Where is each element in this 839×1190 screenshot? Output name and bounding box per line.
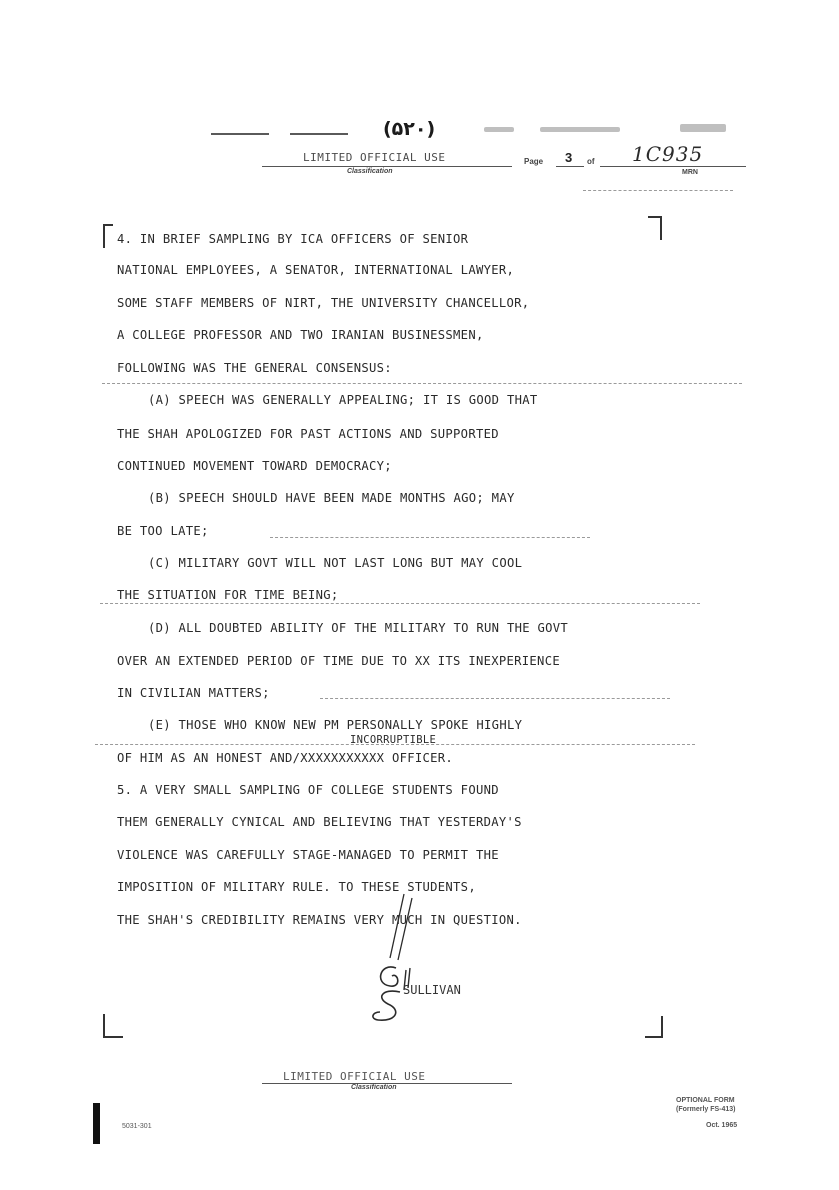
paragraph-4-line-5: FOLLOWING WAS THE GENERAL CONSENSUS: (117, 361, 392, 375)
corner-bracket-top-left (103, 224, 113, 248)
optional-form-line-3: Oct. 1965 (706, 1122, 738, 1129)
mrn-handwritten: 1C935 (632, 142, 704, 166)
paragraph-4-line-4: A COLLEGE PROFESSOR AND TWO IRANIAN BUSINESSMEN, (117, 328, 484, 342)
item-d-line-2: OVER AN EXTENDED PERIOD OF TIME DUE TO XX ITS INEXPERIENCE (117, 654, 560, 668)
document-number: (۵۲۰) (383, 118, 436, 140)
corner-bracket-bottom-left (103, 1014, 123, 1038)
paragraph-4-line-1: 4. IN BRIEF SAMPLING BY ICA OFFICERS OF SENIOR (117, 232, 469, 246)
paragraph-5-line-1: 5. A VERY SMALL SAMPLING OF COLLEGE STUDENTS FOUND (117, 783, 499, 797)
paragraph-5-line-5: THE SHAH'S CREDIBILITY REMAINS VERY MUCH IN QUESTION. (117, 913, 522, 927)
page-number: 3 (565, 150, 573, 165)
item-e-line-1: (E) THOSE WHO KNOW NEW PM PERSONALLY SPOKE HIGHLY (148, 718, 523, 732)
header-dotted-line (583, 190, 733, 191)
page-label: Page (524, 157, 544, 166)
paragraph-5-line-2: THEM GENERALLY CYNICAL AND BELIEVING THAT YESTERDAY'S (117, 815, 522, 829)
header-classification: LIMITED OFFICIAL USE (303, 151, 446, 164)
item-b-line-1: (B) SPEECH SHOULD HAVE BEEN MADE MONTHS AGO; MAY (148, 491, 515, 505)
header-smudge (484, 127, 514, 132)
signature-scribble (360, 888, 430, 1028)
scan-artifact-line (102, 383, 742, 384)
corner-bracket-bottom-right (645, 1016, 663, 1038)
scan-artifact-line (320, 698, 670, 699)
item-d-line-3: IN CIVILIAN MATTERS; (117, 686, 270, 700)
page-edge-mark (93, 1103, 100, 1144)
form-code: 5031-301 (122, 1123, 152, 1130)
mrn-label: MRN (682, 169, 698, 176)
scan-artifact-line (95, 744, 695, 745)
header-rule-left-2 (290, 133, 348, 135)
classification-underline (262, 166, 512, 167)
paragraph-5-line-3: VIOLENCE WAS CAREFULLY STAGE-MANAGED TO PERMIT THE (117, 848, 499, 862)
optional-form-line-2: (Formerly FS-413) (676, 1106, 736, 1113)
of-label: of (587, 157, 595, 166)
footer-classification-caption: Classification (351, 1084, 397, 1091)
item-e-insertion: INCORRUPTIBLE (350, 734, 437, 746)
classification-caption: Classification (347, 168, 393, 175)
item-e-line-2: OF HIM AS AN HONEST AND/XXXXXXXXXXX OFFICER. (117, 751, 454, 765)
header-rule-left (211, 133, 269, 135)
item-c-line-2: THE SITUATION FOR TIME BEING; (117, 588, 339, 602)
footer-classification: LIMITED OFFICIAL USE (283, 1070, 426, 1083)
corner-bracket-top-right (648, 216, 662, 240)
optional-form-line-1: OPTIONAL FORM (676, 1097, 735, 1104)
page-number-underline (556, 166, 584, 167)
item-b-line-2: BE TOO LATE; (117, 524, 209, 538)
paragraph-4-line-2: NATIONAL EMPLOYEES, A SENATOR, INTERNATIONAL LAWYER, (117, 263, 515, 277)
item-d-line-1: (D) ALL DOUBTED ABILITY OF THE MILITARY TO RUN THE GOVT (148, 621, 569, 635)
paragraph-5-line-4: IMPOSITION OF MILITARY RULE. TO THESE STUDENTS, (117, 880, 476, 894)
item-a-line-2: THE SHAH APOLOGIZED FOR PAST ACTIONS AND SUPPORTED (117, 427, 499, 441)
mrn-underline (600, 166, 746, 167)
scan-artifact-line (100, 603, 700, 604)
scan-artifact-line (270, 537, 590, 538)
header-smudge (680, 124, 726, 132)
item-a-line-3: CONTINUED MOVEMENT TOWARD DEMOCRACY; (117, 459, 392, 473)
item-c-line-1: (C) MILITARY GOVT WILL NOT LAST LONG BUT MAY COOL (148, 556, 523, 570)
item-a-line-1: (A) SPEECH WAS GENERALLY APPEALING; IT IS GOOD THAT (148, 393, 538, 407)
paragraph-4-line-3: SOME STAFF MEMBERS OF NIRT, THE UNIVERSITY CHANCELLOR, (117, 296, 530, 310)
signature-name: SULLIVAN (403, 983, 461, 997)
header-smudge (540, 127, 620, 132)
